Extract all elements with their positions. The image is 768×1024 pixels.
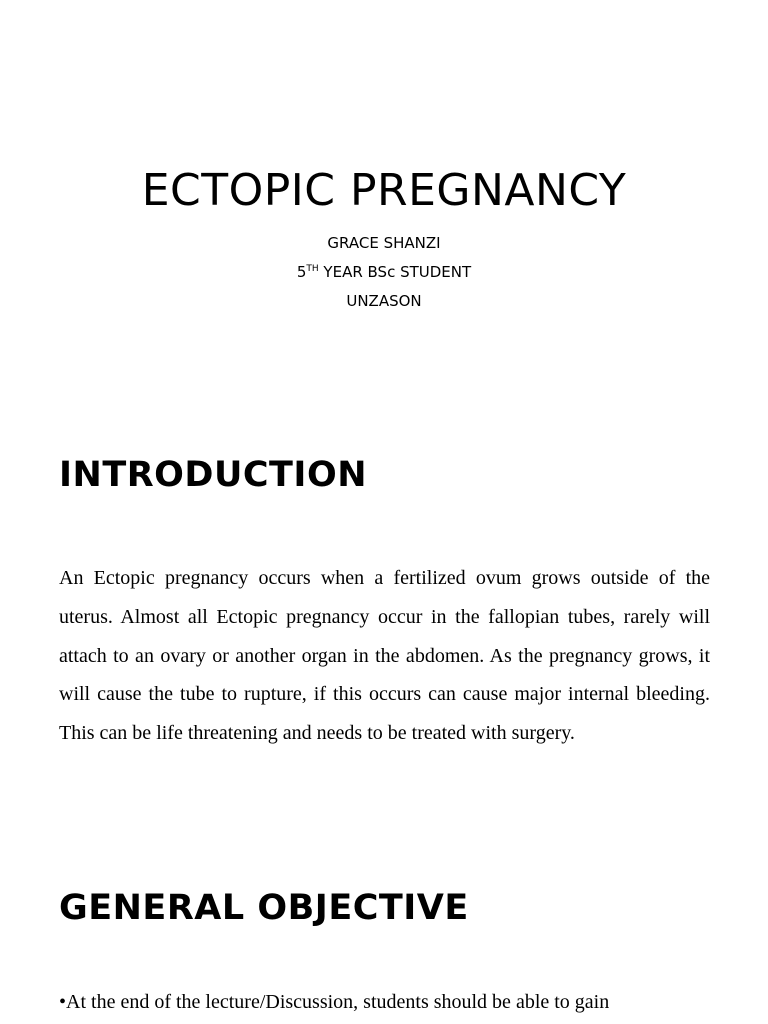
year-description: YEAR BSc STUDENT [318,263,472,281]
introduction-heading: INTRODUCTION [59,455,367,495]
document-title: ECTOPIC PREGNANCY [141,165,627,216]
introduction-paragraph: An Ectopic pregnancy occurs when a fertilized ovum grows outside of the uterus. Almost all Ectopic pregnancy occur in the fallopian tubes, rarely will attach to an ovary or another organ in the abdomen. As the pregnancy grows, it will cause the tube to rupture, if this occurs can cause major internal bleeding. This can be life threatening and needs to be treated with surgery. [59,567,710,745]
general-objective-heading: GENERAL OBJECTIVE [59,888,469,928]
author-info [0,229,768,316]
objective-bullet-item [59,983,739,1021]
author-name: GRACE SHANZI [327,234,441,252]
objective-text: At the end of the lecture/Discussion, students should be able to gain [66,991,610,1013]
author-institution: UNZASON [346,292,422,310]
bullet-marker: • [59,991,67,1013]
year-suffix: TH [306,264,319,274]
year-number: 5 [296,263,307,281]
author-year [0,258,768,287]
